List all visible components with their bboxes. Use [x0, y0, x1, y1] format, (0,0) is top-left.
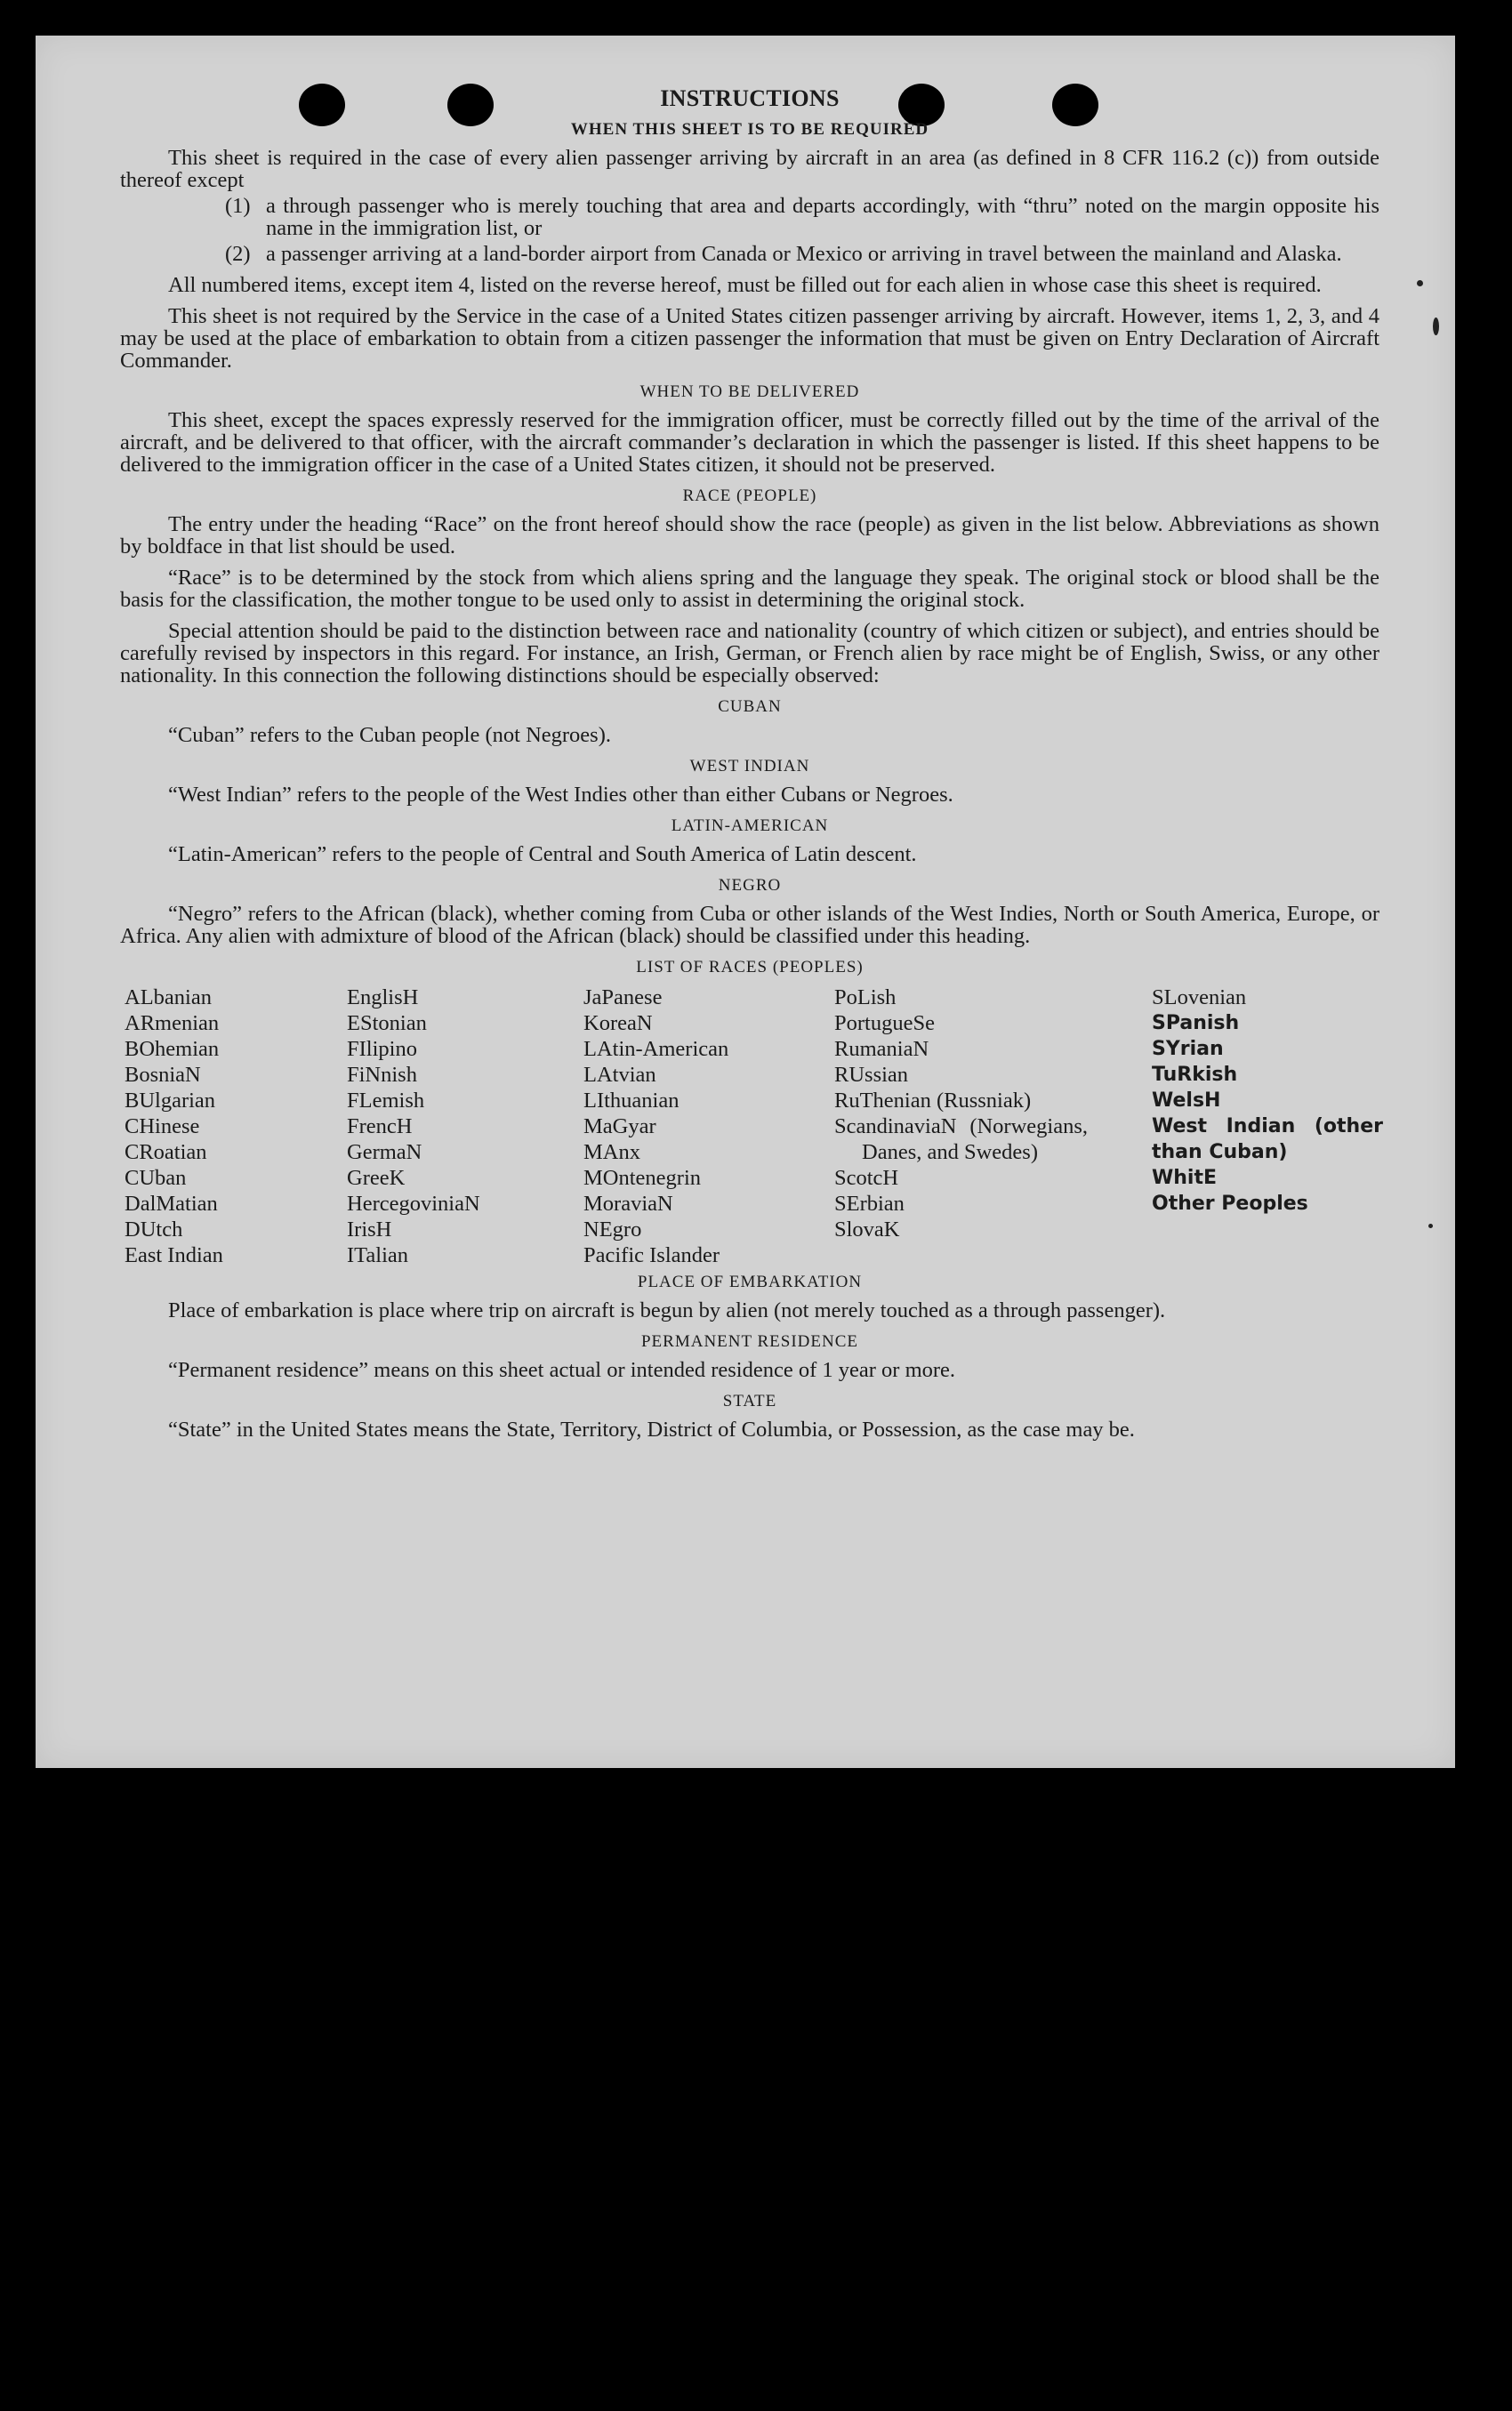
- race-entry: RUssian: [834, 1063, 909, 1087]
- race-entry: JaPanese: [583, 985, 663, 1009]
- race-entry: ScotcH: [834, 1166, 899, 1190]
- paragraph: This sheet, except the spaces expressly reserved for the immigration officer, must be correctly filled out by the time of the arrival of the aircraft, and be delivered to that officer, with the aircraft commander’s declaration in which the passenger is listed. If this sheet happens to be delivered to the immigration officer in the case of a United States citizen, it should not be preserved.: [120, 408, 1379, 477]
- paragraph: “West Indian” refers to the people of the West Indies other than either Cubans or Negroes.: [168, 783, 953, 807]
- race-entry: FLemish: [347, 1089, 425, 1113]
- item-text: a passenger arriving at a land-border airport from Canada or Mexico or arriving in travel between the mainland and Alaska.: [266, 242, 1342, 266]
- paragraph: “Permanent residence” means on this sheet actual or intended residence of 1 year or more.: [168, 1358, 956, 1382]
- paragraph: “Race” is to be determined by the stock from which aliens spring and the language they speak. The original stock or blood shall be the basis for the classification, the mother tongue to be used only to assist in determining the original stock.: [120, 566, 1379, 612]
- speck: [1428, 1224, 1433, 1228]
- race-entry: PortugueSe: [834, 1011, 935, 1035]
- section-heading: WHEN THIS SHEET IS TO BE REQUIRED: [570, 120, 929, 139]
- race-entry: EStonian: [347, 1011, 427, 1035]
- race-column: [347, 984, 480, 1268]
- race-entry: FrencH: [347, 1114, 413, 1138]
- race-entry: KoreaN: [583, 1011, 653, 1035]
- race-entry: EnglisH: [347, 985, 419, 1009]
- race-entry: SlovaK: [834, 1218, 900, 1242]
- race-entry: WelsH: [1152, 1089, 1221, 1112]
- race-entry: GermaN: [347, 1140, 422, 1164]
- section-heading: NEGRO: [718, 876, 782, 895]
- race-column: [583, 984, 728, 1268]
- instructions-content: [120, 85, 1383, 1442]
- race-entry: LIthuanian: [583, 1089, 680, 1113]
- race-entry: CRoatian: [125, 1140, 207, 1164]
- race-entry: BUlgarian: [125, 1089, 216, 1113]
- section-heading: LATIN-AMERICAN: [671, 816, 829, 835]
- paragraph: This sheet is required in the case of every alien passenger arriving by aircraft in an area (as defined in 8 CFR 116.2 (c)) from outside thereof except: [120, 146, 1379, 192]
- list-item: [120, 243, 1379, 265]
- list-item: [120, 195, 1379, 239]
- race-entry: SLovenian: [1152, 985, 1247, 1009]
- section-heading: RACE (PEOPLE): [682, 486, 817, 505]
- race-list: [120, 984, 1383, 1267]
- document-page: [36, 36, 1455, 1768]
- race-entry: East Indian: [125, 1243, 223, 1267]
- speck: [1433, 317, 1439, 335]
- race-entry: FiNnish: [347, 1063, 417, 1087]
- paragraph: Place of embarkation is place where trip on aircraft is begun by alien (not merely touched as a through passenger).: [168, 1298, 1166, 1322]
- race-entry: Pacific Islander: [583, 1243, 720, 1267]
- race-entry: GreeK: [347, 1166, 406, 1190]
- race-entry: SPanish: [1152, 1012, 1240, 1034]
- race-entry: LAtin-American: [583, 1037, 729, 1061]
- race-entry: MaGyar: [583, 1114, 656, 1138]
- paragraph: “Cuban” refers to the Cuban people (not Negroes).: [168, 723, 611, 747]
- section-heading: PERMANENT RESIDENCE: [640, 1332, 859, 1351]
- race-entry: MAnx: [583, 1140, 640, 1164]
- paragraph: “Latin-American” refers to the people of Central and South America of Latin descent.: [168, 842, 917, 866]
- race-entry: HercegoviniaN: [347, 1192, 480, 1216]
- race-entry: WhitE: [1152, 1167, 1218, 1189]
- race-entry: DalMatian: [125, 1192, 218, 1216]
- race-entry: CUban: [125, 1166, 187, 1190]
- race-entry: RumaniaN: [834, 1037, 929, 1061]
- section-heading: STATE: [722, 1392, 777, 1410]
- page-title: INSTRUCTIONS: [660, 85, 840, 111]
- race-entry: ALbanian: [125, 985, 212, 1009]
- race-entry: TuRkish: [1152, 1064, 1238, 1086]
- race-entry: CHinese: [125, 1114, 200, 1138]
- section-heading: WEST INDIAN: [689, 757, 810, 776]
- section-heading: CUBAN: [718, 697, 782, 716]
- paragraph: All numbered items, except item 4, listed on the reverse hereof, must be filled out for each alien in whose case this sheet is required.: [168, 273, 1322, 297]
- paragraph: “Negro” refers to the African (black), whether coming from Cuba or other islands of the West Indies, North or South America, Europe, or Africa. Any alien with admixture of blood of the African (black) should be classified under this heading.: [120, 902, 1379, 948]
- speck: [1417, 280, 1423, 286]
- race-entry: BOhemian: [125, 1037, 220, 1061]
- race-entry: FIlipino: [347, 1037, 417, 1061]
- race-entry: SYrian: [1152, 1038, 1224, 1060]
- race-column: [834, 984, 1088, 1242]
- race-entry: MoraviaN: [583, 1192, 673, 1216]
- race-entry: IrisH: [347, 1218, 392, 1242]
- race-entry: NEgro: [583, 1218, 642, 1242]
- item-number: (1): [225, 194, 251, 218]
- paragraph: This sheet is not required by the Service in the case of a United States citizen passenger arriving by aircraft. However, items 1, 2, 3, and 4 may be used at the place of embarkation to obtain from a citizen passenger the information that must be given on Entry Declaration of Aircraft Commander.: [120, 304, 1379, 373]
- section-heading: PLACE OF EMBARKATION: [637, 1273, 863, 1291]
- paragraph: Special attention should be paid to the distinction between race and nationality (country of which citizen or subject), and entries should be carefully revised by inspectors in this regard. For instance, an Irish, German, or French alien by race might be of English, Swiss, or any other nationality. In this connection the following distinctions should be especially observed:: [120, 619, 1379, 687]
- race-entry: RuThenian (Russniak): [834, 1089, 1032, 1113]
- paragraph: The entry under the heading “Race” on the front hereof should show the race (people) as given in the list below. Abbreviations as shown by boldface in that list should be used.: [120, 512, 1379, 559]
- race-entry: SErbian: [834, 1192, 905, 1216]
- race-entry: ScandinaviaN (Norwegians, Danes, and Swedes): [834, 1114, 1088, 1164]
- race-column: [1152, 984, 1383, 1217]
- item-number: (2): [225, 242, 251, 266]
- race-column: [125, 984, 223, 1268]
- race-entry: BosniaN: [125, 1063, 201, 1087]
- section-heading: LIST OF RACES (PEOPLES): [636, 958, 864, 976]
- race-entry: PoLish: [834, 985, 897, 1009]
- item-text: a through passenger who is merely touching that area and departs accordingly, with “thru” noted on the margin opposite his name in the immigration list, or: [266, 194, 1379, 240]
- race-entry: LAtvian: [583, 1063, 656, 1087]
- race-entry: Other Peoples: [1152, 1193, 1308, 1215]
- race-entry: West Indian (other than Cuban): [1152, 1115, 1383, 1163]
- race-entry: MOntenegrin: [583, 1166, 701, 1190]
- race-entry: ITalian: [347, 1243, 409, 1267]
- paragraph: “State” in the United States means the State, Territory, District of Columbia, or Possession, as the case may be.: [168, 1418, 1135, 1442]
- section-heading: WHEN TO BE DELIVERED: [639, 382, 860, 401]
- race-entry: DUtch: [125, 1218, 183, 1242]
- race-entry: ARmenian: [125, 1011, 220, 1035]
